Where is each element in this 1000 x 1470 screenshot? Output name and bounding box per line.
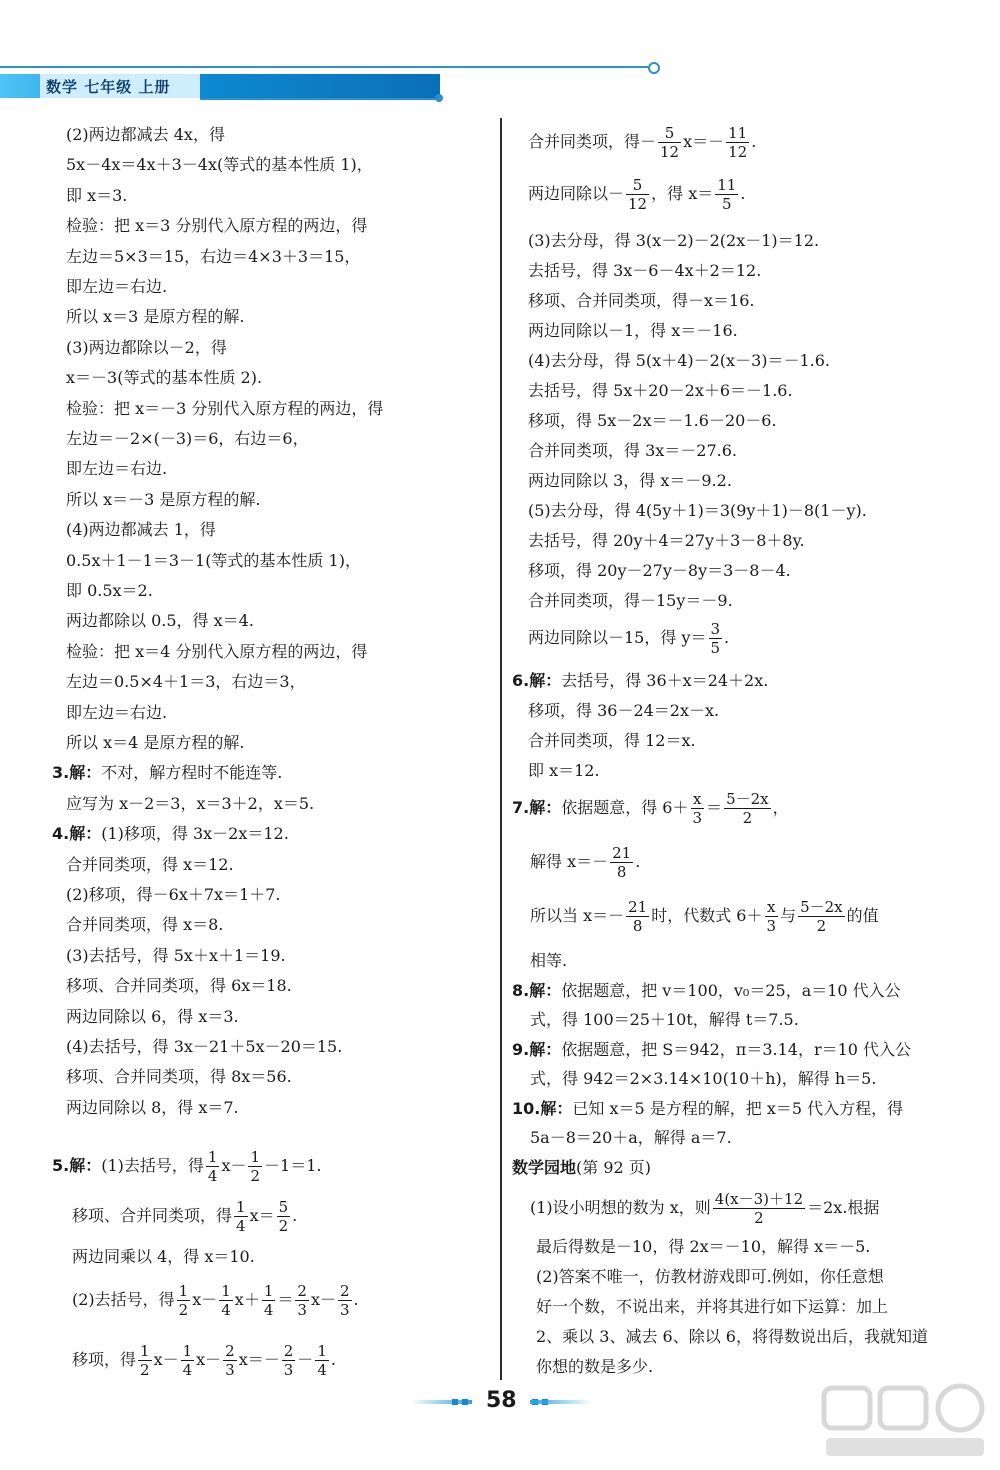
fraction: $\frac{x}{3}$ (692, 790, 703, 827)
question-number: 3.解： (52, 763, 102, 783)
page-number-square (462, 1399, 468, 1405)
text-line: 移项，得 5x－2x＝－1.6－20－6. (528, 411, 777, 430)
text-line: 去括号，得 20y＋4＝27y＋3－8＋8y. (528, 531, 805, 550)
fraction: $\frac{1}{4}$ (182, 1342, 193, 1379)
text-line: (5)去分母，得 4(5y＋1)＝3(9y＋1)－8(1－y). (528, 501, 867, 520)
text-line: (2)两边都减去 4x，得 (66, 125, 225, 144)
text-line: 相等. (530, 951, 568, 970)
text-line: 5a－8＝20＋a，解得 a＝7. (530, 1128, 732, 1147)
text-line: x＝－3(等式的基本性质 2). (66, 368, 263, 388)
text-line: 5x－4x＝4x＋3－4x(等式的基本性质 1)， (66, 155, 373, 175)
question-line: 数学园地(第 92 页) (512, 1157, 652, 1177)
text-line: 两边同除以 6，得 x＝3. (66, 1006, 239, 1026)
column-divider (500, 118, 502, 1380)
text-line: (3)两边都除以－2，得 (66, 337, 227, 357)
question-number: 4.解： (52, 824, 102, 844)
left-frac-line-4: (2)去括号，得 $\frac{1}{2}$ x－ $\frac{1}{4}$ x＋ $\frac{1}{4}$ ＝ $\frac{2}{3}$ x－ $\frac{2}{3}$ . (72, 1282, 359, 1319)
text-line: 合并同类项，得 3x＝－27.6. (528, 441, 738, 460)
text-line: 即左边＝右边. (66, 277, 168, 296)
question-number: 5.解： (52, 1156, 102, 1175)
question-line: 9.解：依据题意，把 S＝942，π＝3.14，r＝10 代入公 (512, 1039, 912, 1059)
text-line: 即 x＝3. (66, 185, 128, 205)
text-line: (4)去分母，得 5(x＋4)－2(x－3)＝－1.6. (528, 351, 831, 370)
question-number: 10.解： (512, 1098, 573, 1118)
fraction: $\frac{5}{2}$ (278, 1198, 289, 1235)
text-line: 左边＝0.5×4＋1＝3，右边＝3， (66, 672, 306, 692)
left-frac-line-2: 移项、合并同类项，得 $\frac{1}{4}$ x＝ $\frac{5}{2}$ . (72, 1198, 298, 1235)
text-line: 你想的数是多少. (536, 1357, 654, 1376)
question-number: 9.解： (512, 1039, 562, 1059)
text-line: 即 x＝12. (528, 761, 600, 780)
text-line: (3)去分母，得 3(x－2)－2(2x－1)＝12. (528, 231, 820, 250)
fraction: $\frac{11}{5}$ (717, 176, 737, 213)
text-line: 移项，得 20y－27y－8y＝3－8－4. (528, 561, 791, 580)
text-line: 检验：把 x＝4 分别代入原方程的两边，得 (66, 641, 368, 661)
fraction: $\frac{x}{3}$ (766, 898, 777, 935)
question-line: 6.解：去括号，得 36＋x＝24＋2x. (512, 671, 769, 690)
text-line: 2、乘以 3、减去 6、除以 6，将得数说出后，我就知道 (536, 1327, 928, 1346)
text-line: 所以 x＝3 是原方程的解. (66, 307, 245, 327)
question-number: 7.解： (512, 798, 562, 817)
header-underline (200, 98, 440, 100)
left-frac-line-5: 移项，得 $\frac{1}{2}$ x－ $\frac{1}{4}$ x－ $\frac{2}{3}$ x＝－ $\frac{2}{3}$ － $\frac{1}{4}$ . (72, 1342, 336, 1379)
fraction: $\frac{1}{4}$ (236, 1198, 246, 1235)
question-line: 10.解：已知 x＝5 是方程的解，把 x＝5 代入方程，得 (512, 1098, 904, 1118)
question-number: 数学园地 (512, 1157, 577, 1177)
text-line: 检验：把 x＝－3 分别代入原方程的两边，得 (66, 398, 384, 418)
text-line: 即 0.5x＝2. (66, 581, 153, 600)
left-line: 两边同乘以 4，得 x＝10. (72, 1247, 255, 1266)
fraction: $\frac{2}{3}$ (297, 1282, 307, 1319)
fraction: $\frac{1}{2}$ (250, 1148, 261, 1185)
text-line: 去括号，得 3x－6－4x＋2＝12. (528, 261, 762, 280)
text-line: 左边＝－2×(－3)＝6，右边＝6， (66, 429, 309, 448)
text-line: 两边都除以 0.5，得 x＝4. (66, 611, 254, 631)
fraction: $\frac{1}{4}$ (263, 1282, 274, 1319)
fraction: $\frac{1}{4}$ (317, 1342, 327, 1379)
right-frac-line-7: (1)设小明想的数为 x，则 $\frac{4(x-3)+12}{2}$ ＝2x.根据 (530, 1190, 880, 1227)
right-frac-line-2: 两边同除以－ $\frac{5}{12}$ ，得 x＝ $\frac{11}{5}$ . (528, 176, 746, 213)
right-frac-line-1: 合并同类项，得－ $\frac{5}{12}$ x＝－ $\frac{11}{12}$ . (528, 124, 757, 161)
header-rule (0, 66, 650, 68)
text-line: 最后得数是－10，得 2x＝－10，解得 x＝－5. (536, 1237, 871, 1256)
text-line: 移项，得 36－24＝2x－x. (528, 701, 720, 720)
text: (1)去括号，得 (101, 1156, 204, 1175)
fraction: $\frac{5}{12}$ (628, 176, 648, 213)
fraction: $\frac{21}{8}$ (628, 898, 648, 935)
fraction: $\frac{5}{12}$ (660, 124, 680, 161)
right-frac-line-6: 所以当 x＝－ $\frac{21}{8}$ 时，代数式 6＋ $\frac{x}{3}$ 与 $\frac{5-2x}{2}$ 的值 (530, 898, 879, 935)
fraction: $\frac{1}{4}$ (207, 1148, 218, 1185)
fraction: $\frac{5-2x}{2}$ (800, 898, 843, 935)
text-line: 式，得 100＝25＋10t，解得 t＝7.5. (530, 1010, 799, 1029)
question-line: 3.解：不对，解方程时不能连等. (52, 763, 283, 783)
text-line: 合并同类项，得－15y＝－9. (528, 591, 733, 610)
page-number-rule-right (530, 1400, 592, 1404)
text-line: 合并同类项，得 12＝x. (528, 731, 696, 750)
text-line: (2)答案不唯一，仿教材游戏即可.例如，你任意想 (536, 1267, 884, 1286)
text-line: 去括号，得 5x＋20－2x＋6＝－1.6. (528, 381, 793, 400)
text-line: 好一个数，不说出来，并将其进行如下运算：加上 (536, 1297, 889, 1316)
text-line: 式，得 942＝2×3.14×10(10＋h)，解得 h＝5. (530, 1069, 877, 1088)
text-line: 合并同类项，得 x＝12. (66, 854, 234, 874)
header-rule-dot (648, 62, 660, 74)
text-line: 即左边＝右边. (66, 702, 168, 722)
fraction: $\frac{1}{2}$ (140, 1342, 150, 1379)
text-line: 移项、合并同类项，得 6x＝18. (66, 976, 292, 996)
question-number: 8.解： (512, 980, 562, 1000)
question-line: 8.解：依据题意，把 v＝100，v₀＝25，a＝10 代入公 (512, 980, 901, 1000)
fraction: $\frac{3}{5}$ (710, 620, 721, 657)
text-line: 移项、合并同类项，得 8x＝56. (66, 1067, 292, 1087)
fraction: $\frac{2}{3}$ (225, 1342, 235, 1379)
right-frac-line-5: 解得 x＝－ $\frac{21}{8}$ . (530, 844, 641, 881)
right-frac-line-3: 两边同除以－15，得 y＝ $\frac{3}{5}$ . (528, 620, 730, 657)
header-underline-dot (435, 94, 443, 102)
right-frac-line-4: 7.解：依据题意，得 6＋ $\frac{x}{3}$ ＝ $\frac{5-2x}{2}$ ， (512, 790, 789, 827)
text-line: 检验：把 x＝3 分别代入原方程的两边，得 (66, 216, 368, 236)
text-line: 移项、合并同类项，得－x＝16. (528, 291, 755, 310)
text-line: 左边＝5×3＝15，右边＝4×3＋3＝15， (66, 246, 361, 266)
page-number: 58 (486, 1388, 517, 1413)
text-line: 所以 x＝4 是原方程的解. (66, 733, 245, 752)
text-line: 0.5x＋1－1＝3－1(等式的基本性质 1)， (66, 550, 361, 570)
text-line: (4)两边都减去 1，得 (66, 520, 216, 540)
header-title: 数学 七年级 上册 (46, 78, 171, 96)
text-line: (2)移项，得－6x＋7x＝1＋7. (66, 885, 281, 904)
text-line: 应写为 x－2＝3，x＝3＋2，x＝5. (66, 793, 315, 813)
question-line: 4.解：(1)移项，得 3x－2x＝12. (52, 824, 289, 844)
fraction: $\frac{4(x-3)+12}{2}$ (714, 1190, 804, 1227)
fraction: $\frac{2}{3}$ (339, 1282, 350, 1319)
text-line: 即左边＝右边. (66, 459, 168, 479)
fraction: $\frac{1}{2}$ (178, 1282, 189, 1319)
question-number: 6.解： (512, 671, 562, 690)
text-line: 两边同除以 8，得 x＝7. (66, 1097, 239, 1117)
text-line: 合并同类项，得 x＝8. (66, 915, 224, 935)
page-number-square (452, 1399, 458, 1405)
text-line: 两边同除以－1，得 x＝－16. (528, 321, 738, 340)
text-line: (4)去括号，得 3x－21＋5x－20＝15. (66, 1037, 343, 1056)
text-line: (3)去括号，得 5x＋x＋1＝19. (66, 945, 286, 965)
left-frac-line-1: 5.解：(1)去括号，得 $\frac{1}{4}$ x－ $\frac{1}{2}$ －1＝1. (52, 1148, 322, 1185)
fraction: $\frac{1}{4}$ (221, 1282, 231, 1319)
fraction: $\frac{5-2x}{2}$ (726, 790, 769, 827)
text-line: 两边同除以 3，得 x＝－9.2. (528, 471, 732, 490)
fraction: $\frac{2}{3}$ (283, 1342, 294, 1379)
fraction: $\frac{11}{12}$ (728, 124, 748, 161)
text-line: 所以 x＝－3 是原方程的解. (66, 489, 261, 509)
fraction: $\frac{21}{8}$ (612, 844, 632, 881)
watermark-logo-icon (820, 1382, 990, 1462)
